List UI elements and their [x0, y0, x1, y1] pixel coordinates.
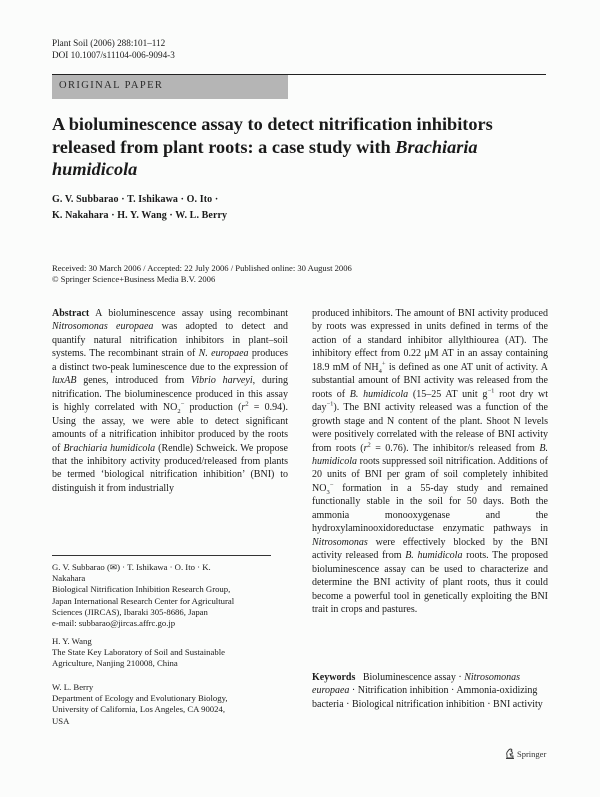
author-list: G. V. Subbarao · T. Ishikawa · O. Ito · K. Nakahara · H. Y. Wang · W. L. Berry: [52, 194, 228, 221]
paper-title: A bioluminescence assay to detect nitrification inhibitors released from plant roots: a case study with Brachiaria humidicola: [52, 114, 493, 179]
springer-knight-icon: [505, 748, 515, 759]
publication-dates: [52, 263, 352, 285]
email-link[interactable]: e-mail: subbarao@jircas.affrc.go.jp: [52, 618, 176, 629]
abstract-right: produced inhibitors. The amount of BNI activity produced by roots was expressed in units defined in terms of the action of a standard inhibitor allylthiourea (AT). The inhibitory effect from 0.22 μM AT in an assay containing 18.9 mM of $NH_4^+$ is defined as one AT unit of activity. A substantial amount of BNI activity was released from the roots of B. humidicola (15–25 AT unit $g^{-1}$ root dry wt day$^{-1}$). The BNI activity released was a function of the growth stage and N content of the plant. Shoot N levels were positively correlated with the release of BNI activity from roots $(r^2 = 0.76)$. The inhibitor/s released from B. humidicola roots suppressed soil nitrification. Additions of 20 units of BNI per gram of soil completely inhibited $NO_3^-$ formation in a 55-day study and remained functionally stable in the soil for 50 days. Both the ammonia monooxygenase and the hydroxylaminooxidoreductase enzymatic pathways in Nitrosomonas were effectively blocked by the BNI activity released from B. humidicola roots. The proposed bioluminescence assay can be used to characterize and determine the BNI activity of plant roots, thus it could become a powerful tool in genetically exploiting the BNI trait in crops and pastures.: [312, 308, 548, 615]
affiliation-names: G. V. Subbarao (✉) · T. Ishikawa · O. Ito · K. Nakahara: [52, 562, 211, 584]
affiliation-2: H. Y. Wang The State Key Laboratory of Soil and Sustainable Agriculture, Nanjing 210008, China: [52, 636, 292, 670]
abstract-text: produced inhibitors. The amount of BNI activity produced by roots was expressed in units defined in terms of the action of a standard inhibitor allylthiourea (AT). The inhibitory effect from 0.22 μM AT in an assay containing 18.9 mM of NH: [312, 308, 548, 373]
citation: Plant Soil (2006) 288:101–112: [52, 38, 166, 48]
publisher-name: Springer: [517, 748, 547, 759]
article-type-label: ORIGINAL PAPER: [59, 80, 164, 91]
article-type-banner: [52, 75, 288, 99]
affiliation-names: W. L. Berry: [52, 682, 94, 692]
footnote-rule: [52, 555, 271, 556]
abstract-left: Abstract A bioluminescence assay using recombinant Nitrosomonas europaea was adopted to detect and quantify natural nitrification inhibitors in plant–soil systems. The recombinant strain of N. europaea produces a distinct two-peak luminescence due to the expression of luxAB genes, introduced from Vibrio harveyi, during nitrification. The bioluminescence produced in this assay is highly correlated with $NO_2^-$ production $(r^2 = 0.94)$. Using the assay, we were able to detect significant amounts of a nitrification inhibitor produced by the roots of Brachiaria humidicola (Rendle) Schweick. We propose that the inhibitory activity produced/released from plants be termed ‘biological nitrification inhibition’ (BNI) to distinguish it from industrially: [52, 308, 289, 494]
keywords: Keywords Bioluminescence assay · Nitrosomonas europaea · Nitrification inhibition · Ammonia-oxidizing bacteria · Biological nitrification inhibition · BNI activity: [312, 672, 543, 710]
affiliation-names: H. Y. Wang: [52, 636, 92, 646]
abstract-text: (Rendle) Schweick. We propose that the inhibitory activity produced/released from plants be termed ‘biological nitrification inhibition’ (BNI) to distinguish it from industrially: [52, 442, 288, 494]
affiliation-1: G. V. Subbarao (✉) · T. Ishikawa · O. Ito · K. Nakahara Biological Nitrification Inhibition Research Group, Japan International Research Center for Agricultural Sciences (JIRCAS), Ibaraki 305-8686, Japan e-mail: subbarao@jircas.affrc.go.jp: [52, 562, 292, 629]
journal-citation: [52, 38, 175, 61]
copyright: © Springer Science+Business Media B.V. 2006: [52, 274, 216, 284]
abstract-label: Abstract: [52, 308, 90, 319]
history-dates: Received: 30 March 2006 / Accepted: 22 July 2006 / Published online: 30 August 2006: [52, 263, 352, 273]
doi[interactable]: DOI 10.1007/s11104-006-9094-3: [52, 49, 175, 60]
affiliation-3: W. L. Berry Department of Ecology and Evolutionary Biology, University of California, Los Angeles, CA 90024, USA: [52, 682, 292, 727]
publisher-logo: [505, 748, 546, 759]
keywords-label: Keywords: [312, 672, 356, 683]
